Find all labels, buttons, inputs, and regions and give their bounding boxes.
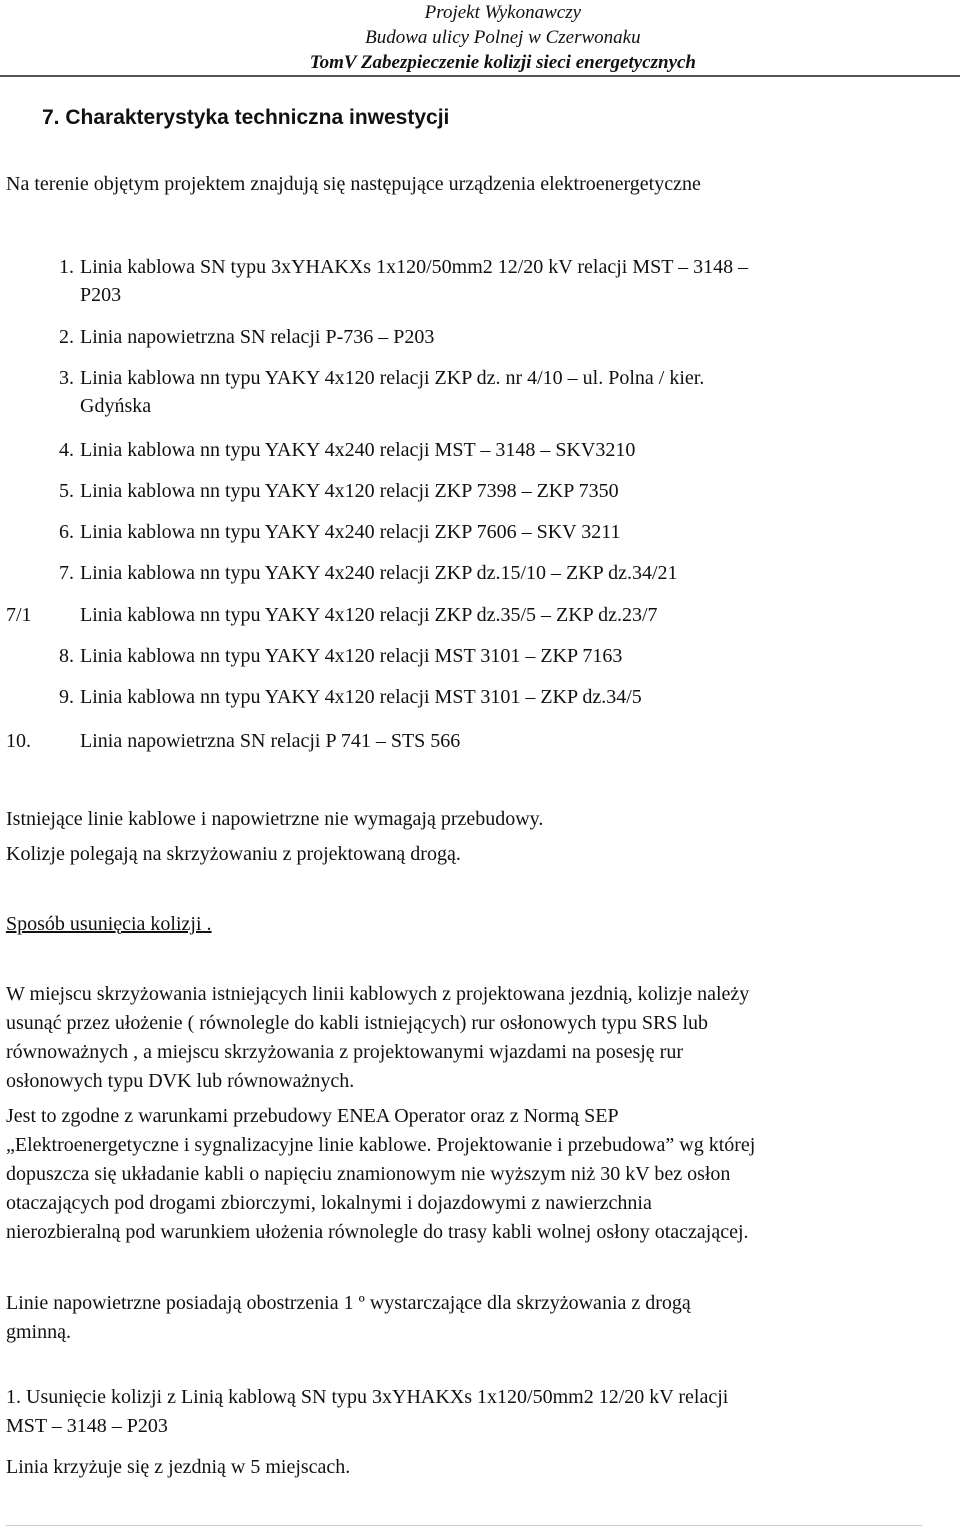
list-item-number: 10.: [6, 730, 31, 752]
header-rule: [0, 75, 960, 77]
list-item-text-continued: Gdyńska: [80, 395, 152, 417]
list-item-number: 4.: [59, 439, 74, 461]
list-item-text: Linia kablowa nn typu YAKY 4x240 relacji ZKP 7606 – SKV 3211: [80, 521, 621, 543]
paragraph-line: Linie napowietrzne posiadają obostrzenia 1 º wystarczające dla skrzyżowania z drogą: [6, 1292, 691, 1314]
list-item-number: 6.: [59, 521, 74, 543]
paragraph-line: Jest to zgodne z warunkami przebudowy ENEA Operator oraz z Normą SEP: [6, 1105, 619, 1127]
page-header: [310, 0, 696, 75]
list-item-number: 9.: [59, 686, 74, 708]
list-item-text: Linia kablowa nn typu YAKY 4x240 relacji ZKP dz.15/10 – ZKP dz.34/21: [80, 562, 678, 584]
paragraph-crossing-method: [6, 980, 749, 1096]
paragraph-collision-1: [6, 1383, 728, 1441]
list-item-number: 5.: [59, 480, 74, 502]
list-item-text: Linia kablowa nn typu YAKY 4x240 relacji MST – 3148 – SKV3210: [80, 439, 636, 461]
heading-collision-removal: Sposób usunięcia kolizji .: [6, 913, 212, 935]
section-title: 7. Charakterystyka techniczna inwestycji: [42, 106, 450, 129]
list-item-number: 2.: [59, 326, 74, 348]
paragraph-line: równoważnych , a miejscu skrzyżowania z projektowanymi wjazdami na posesję rur: [6, 1041, 683, 1063]
paragraph-existing-lines: Istniejące linie kablowe i napowietrzne nie wymagają przebudowy.: [6, 808, 544, 830]
paragraph-line: nierozbieralną pod warunkiem ułożenia równolegle do trasy kabli wolnej osłony otaczającej.: [6, 1221, 749, 1243]
list-item-text: Linia napowietrzna SN relacji P-736 – P203: [80, 326, 435, 348]
list-item-number: 7/1: [6, 604, 32, 626]
paragraph-collisions: Kolizje polegają na skrzyżowaniu z projektowaną drogą.: [6, 843, 461, 865]
list-item-text: Linia kablowa nn typu YAKY 4x120 relacji ZKP dz. nr 4/10 – ul. Polna / kier.: [80, 367, 705, 389]
list-item-number: 7.: [59, 562, 74, 584]
paragraph-line: osłonowych typu DVK lub równoważnych.: [6, 1070, 355, 1092]
paragraph-line: „Elektroenergetyczne i sygnalizacyjne linie kablowe. Projektowanie i przebudowa” wg której: [6, 1134, 756, 1156]
list-item-text: Linia kablowa nn typu YAKY 4x120 relacji ZKP dz.35/5 – ZKP dz.23/7: [80, 604, 658, 626]
header-line-1: Projekt Wykonawczy: [424, 2, 582, 23]
paragraph-line: dopuszcza się układanie kabli o napięciu znamionowym nie wyższym niż 30 kV bez osłon: [6, 1163, 731, 1185]
list-item-text: Linia napowietrzna SN relacji P 741 – STS 566: [80, 730, 461, 752]
paragraph-line: 1. Usunięcie kolizji z Linią kablową SN typu 3xYHAKXs 1x120/50mm2 12/20 kV relacji: [6, 1386, 729, 1408]
paragraph-line: W miejscu skrzyżowania istniejących linii kablowych z projektowana jezdnią, kolizje należy: [6, 983, 750, 1005]
list-item-text: Linia kablowa nn typu YAKY 4x120 relacji ZKP 7398 – ZKP 7350: [80, 480, 619, 502]
paragraph-line: MST – 3148 – P203: [6, 1415, 168, 1437]
list-item-text: Linia kablowa SN typu 3xYHAKXs 1x120/50mm2 12/20 kV relacji MST – 3148 –: [80, 256, 749, 278]
intro-paragraph: Na terenie objętym projektem znajdują się następujące urządzenia elektroenergetyczne: [6, 173, 701, 195]
list-item-number: 1.: [59, 256, 74, 278]
list-item-number: 3.: [59, 367, 74, 389]
paragraph-crossings-count: Linia krzyżuje się z jezdnią w 5 miejscach.: [6, 1456, 351, 1478]
paragraph-line: otaczających pod drogami zbiorczymi, lokalnymi i dojazdowymi z nawierzchnia: [6, 1192, 652, 1214]
paragraph-standards: [6, 1102, 755, 1247]
list-item-text: Linia kablowa nn typu YAKY 4x120 relacji MST 3101 – ZKP 7163: [80, 645, 623, 667]
list-item-text: Linia kablowa nn typu YAKY 4x120 relacji MST 3101 – ZKP dz.34/5: [80, 686, 642, 708]
footer-rule: [6, 1525, 922, 1526]
header-line-3: TomV Zabezpieczenie kolizji sieci energetycznych: [309, 52, 696, 73]
list-item-number: 8.: [59, 645, 74, 667]
paragraph-line: usunąć przez ułożenie ( równolegle do kabli istniejących) rur osłonowych typu SRS lub: [6, 1012, 709, 1034]
paragraph-line: gminną.: [6, 1321, 71, 1343]
paragraph-overhead-lines: [6, 1289, 691, 1347]
header-line-2: Budowa ulicy Polnej w Czerwonaku: [365, 27, 641, 48]
list-item-text-continued: P203: [80, 284, 122, 306]
